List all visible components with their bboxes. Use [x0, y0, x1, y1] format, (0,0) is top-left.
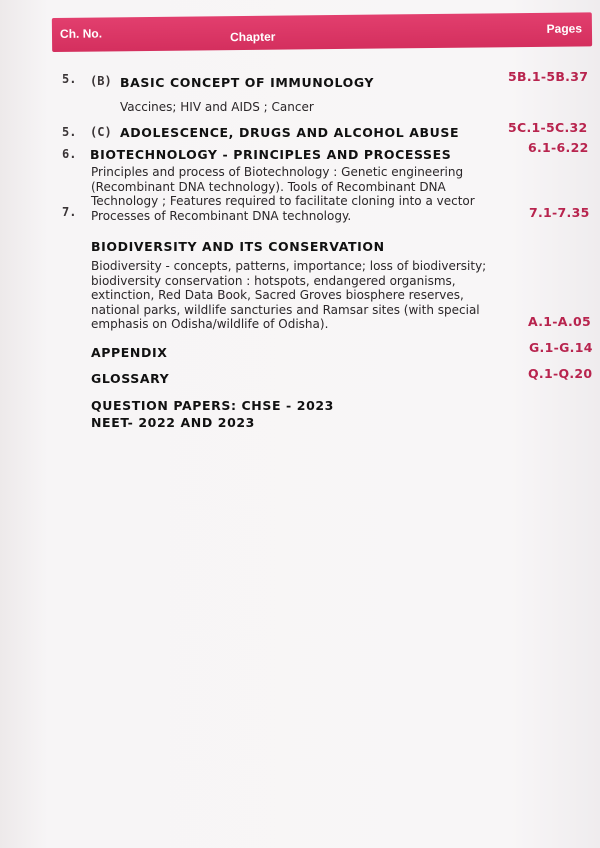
entry-title: QUESTION PAPERS: CHSE - 2023	[91, 398, 334, 413]
entry-pages: 5B.1-5B.37	[508, 69, 589, 84]
entry-pages: A.1-A.05	[528, 314, 591, 329]
header-chapter-number: Ch. No.	[59, 26, 103, 41]
entry-title: APPENDIX	[91, 345, 168, 360]
entry-label: (C)	[90, 125, 112, 139]
entry-pages: 5C.1-5C.32	[508, 120, 588, 135]
entry-pages: 7.1-7.35	[529, 205, 590, 220]
entry-number: 7.	[62, 205, 77, 219]
entry-number: 5.	[62, 72, 77, 86]
entry-pages: 6.1-6.22	[528, 140, 589, 155]
entry-pages: G.1-G.14	[529, 340, 593, 355]
table-header	[52, 12, 592, 52]
entry-number: 5.	[62, 125, 77, 139]
entry-title: BIODIVERSITY AND ITS CONSERVATION	[91, 239, 385, 254]
header-pages: Pages	[546, 21, 583, 36]
entry-number: 6.	[62, 147, 77, 161]
entry-description: Principles and process of Biotechnology : Genetic engineering (Recombinant DNA technology). Tools of Recombinant DNA Technology ; Features required to facilitate cloning into a vector Processes of Recombinant DNA technology.	[91, 165, 475, 223]
entry-label: (B)	[90, 74, 112, 88]
entry-title: BIOTECHNOLOGY - PRINCIPLES AND PROCESSES	[90, 147, 452, 162]
entry-title: GLOSSARY	[91, 371, 170, 386]
entry-description: Vaccines; HIV and AIDS ; Cancer	[120, 100, 314, 114]
header-chapter: Chapter	[229, 29, 276, 45]
entry-description: Biodiversity - concepts, patterns, importance; loss of biodiversity; biodiversity conservation : hotspots, endangered organisms, extinction, Red Data Book, Sacred Groves biosphere reserves, national parks, wildlife sancturies and Ramsar sites (with special emphasis on Odisha/wildlife of Odisha).	[91, 259, 487, 331]
entry-title: BASIC CONCEPT OF IMMUNOLOGY	[120, 75, 375, 90]
entry-title: NEET- 2022 AND 2023	[91, 415, 255, 430]
entry-pages: Q.1-Q.20	[528, 366, 593, 381]
entry-title: ADOLESCENCE, DRUGS AND ALCOHOL ABUSE	[120, 125, 460, 140]
